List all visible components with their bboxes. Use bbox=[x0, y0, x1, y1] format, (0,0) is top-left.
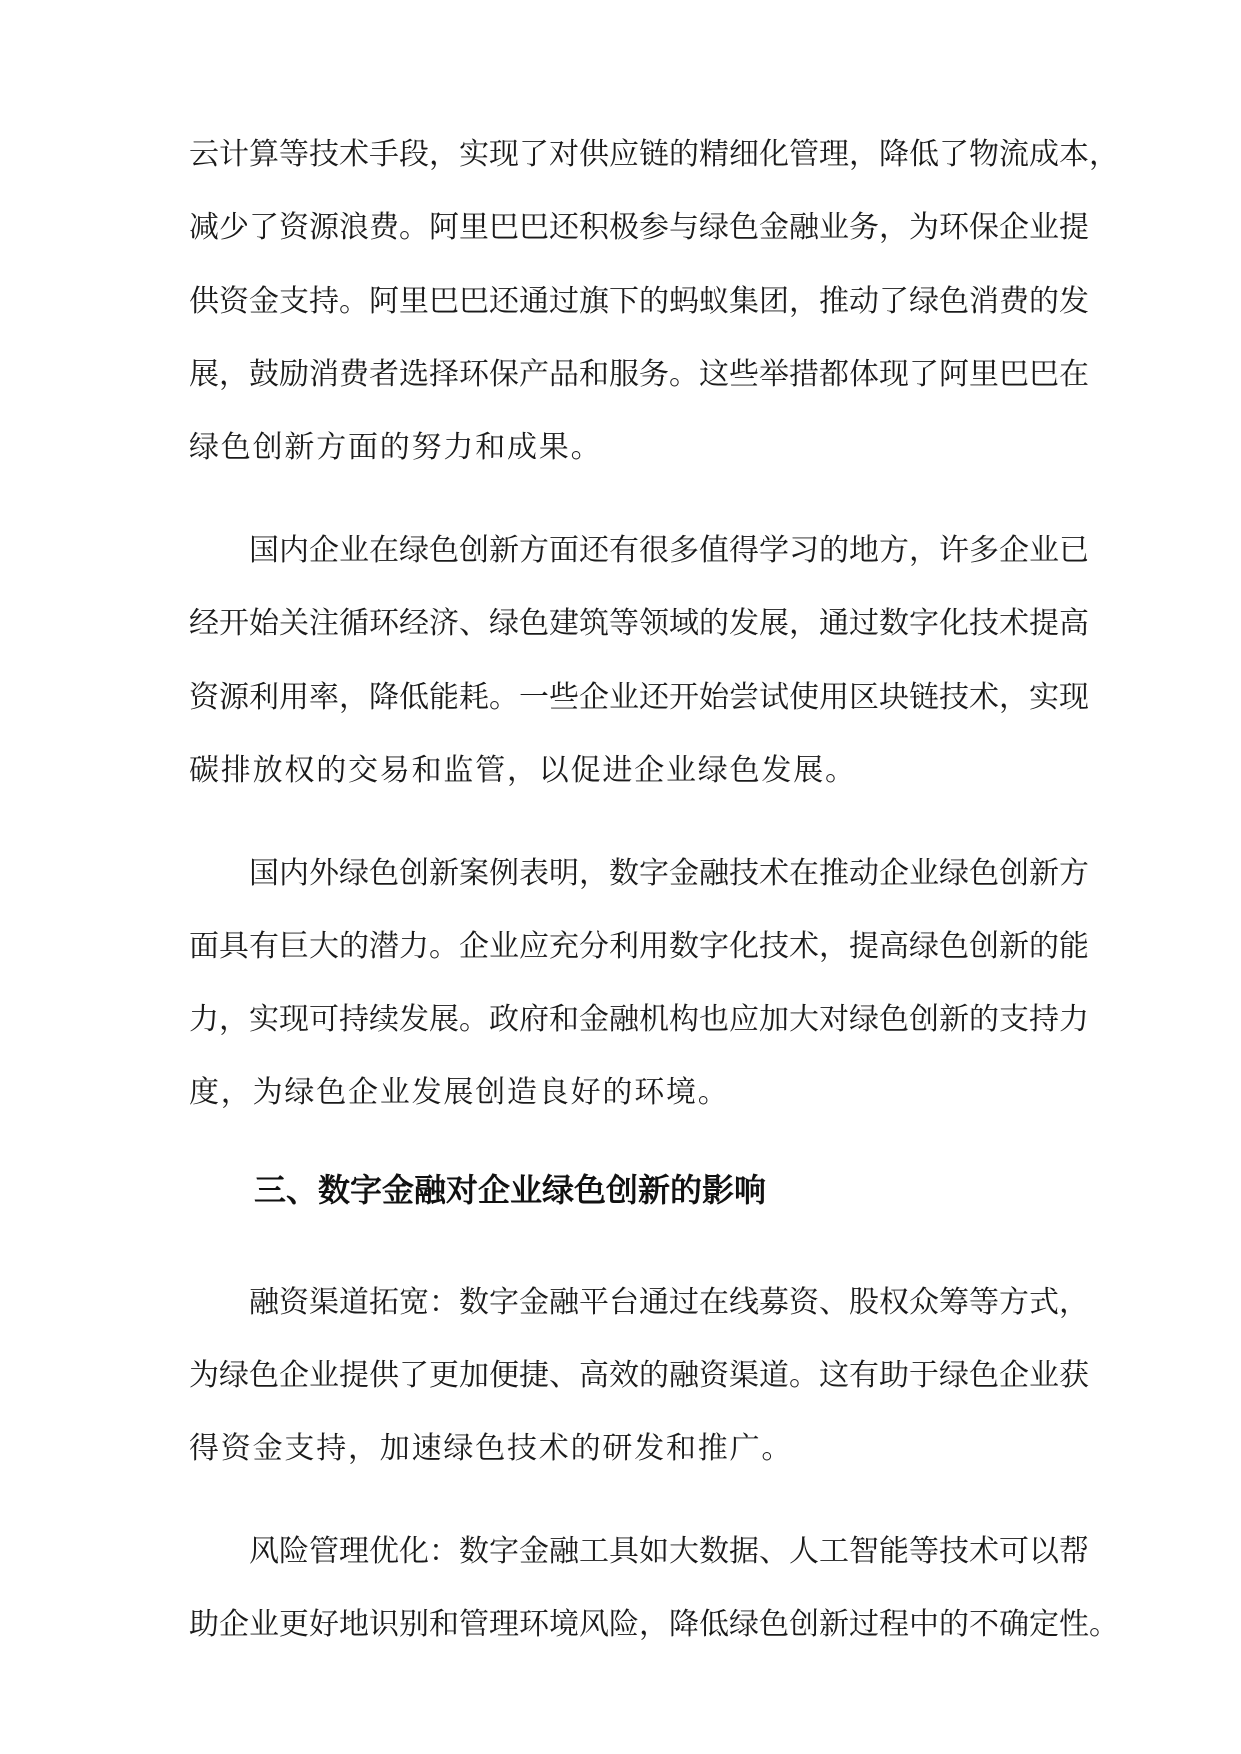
text-line: 风险管理优化：数字金融工具如大数据、人工智能等技术可以帮 bbox=[249, 1534, 1089, 1569]
text-line: 融资渠道拓宽：数字金融平台通过在线募资、股权众筹等方式， bbox=[249, 1285, 1089, 1320]
text-line: 面具有巨大的潜力。企业应充分利用数字化技术，提高绿色创新的能 bbox=[189, 929, 1089, 964]
text-line: 得资金支持，加速绿色技术的研发和推广。 bbox=[189, 1431, 794, 1466]
text-line: 绿色创新方面的努力和成果。 bbox=[189, 430, 603, 465]
text-line: 度，为绿色企业发展创造良好的环境。 bbox=[189, 1075, 730, 1110]
text-line: 减少了资源浪费。阿里巴巴还积极参与绿色金融业务，为环保企业提 bbox=[189, 210, 1089, 245]
text-line: 碳排放权的交易和监管，以促进企业绿色发展。 bbox=[189, 753, 857, 788]
text-line: 资源利用率，降低能耗。一些企业还开始尝试使用区块链技术，实现 bbox=[189, 680, 1089, 715]
text-line: 展，鼓励消费者选择环保产品和服务。这些举措都体现了阿里巴巴在 bbox=[189, 357, 1089, 392]
section-heading: 三、数字金融对企业绿色创新的影响 bbox=[254, 1171, 767, 1209]
text-line: 供资金支持。阿里巴巴还通过旗下的蚂蚁集团，推动了绿色消费的发 bbox=[189, 284, 1089, 319]
text-line: 国内外绿色创新案例表明，数字金融技术在推动企业绿色创新方 bbox=[249, 856, 1089, 891]
text-line: 国内企业在绿色创新方面还有很多值得学习的地方，许多企业已 bbox=[249, 533, 1089, 568]
text-line: 为绿色企业提供了更加便捷、高效的融资渠道。这有助于绿色企业获 bbox=[189, 1358, 1089, 1393]
text-line: 云计算等技术手段，实现了对供应链的精细化管理，降低了物流成本， bbox=[189, 137, 1119, 172]
text-line: 经开始关注循环经济、绿色建筑等领域的发展，通过数字化技术提高 bbox=[189, 606, 1089, 641]
text-line: 助企业更好地识别和管理环境风险，降低绿色创新过程中的不确定性。 bbox=[189, 1607, 1119, 1642]
text-line: 力，实现可持续发展。政府和金融机构也应加大对绿色创新的支持力 bbox=[189, 1002, 1089, 1037]
